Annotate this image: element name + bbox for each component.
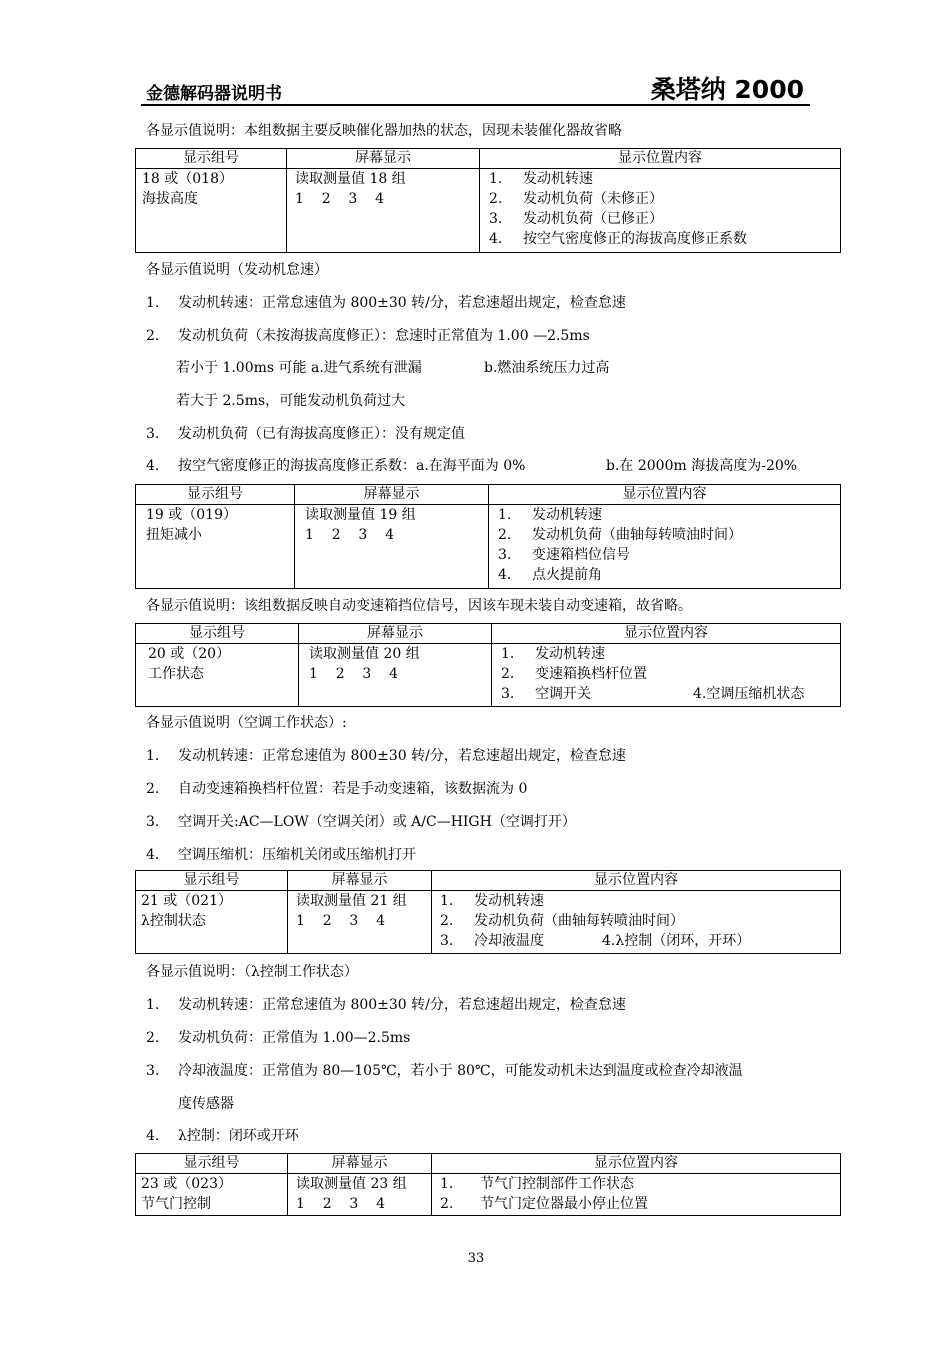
col-group-header: 显示组号 xyxy=(136,149,287,169)
table-group-23 xyxy=(135,1153,841,1216)
content-cell xyxy=(492,644,841,707)
group-cell xyxy=(136,505,295,589)
list-item: 1. 发动机转速 xyxy=(501,646,605,662)
screen-cell xyxy=(288,891,432,954)
explanation-line: 2. 发动机负荷：正常值为 1.00—2.5ms xyxy=(146,1030,411,1046)
group-cell xyxy=(136,644,299,707)
screen-fields: 1 2 3 4 xyxy=(309,666,399,682)
screen-text: 读取测量值 23 组 xyxy=(296,1176,407,1192)
explanation-line: 4. 按空气密度修正的海拔高度修正系数：a.在海平面为 0% xyxy=(146,458,526,474)
list-item: 3. 冷却液温度 4.λ控制（闭环，开环） xyxy=(440,933,751,949)
table-header-row xyxy=(136,485,841,505)
list-item: 4. 按空气密度修正的海拔高度修正系数 xyxy=(489,231,747,247)
explanation-line: 3. 冷却液温度：正常值为 80—105℃，若小于 80℃，可能发动机未达到温度或检查冷却液温 xyxy=(146,1063,743,1079)
screen-cell xyxy=(288,1174,432,1216)
list-item: 3. 发动机负荷（已修正） xyxy=(489,211,663,227)
table-row xyxy=(136,169,841,253)
group-name: 海拔高度 xyxy=(142,191,198,207)
content-cell xyxy=(432,891,841,954)
explanation-line: 3. 空调开关:AC—LOW（空调关闭）或 A/C—HIGH（空调打开） xyxy=(146,814,576,830)
table-header-row xyxy=(136,149,841,169)
list-item: 4. 点火提前角 xyxy=(498,567,602,583)
table-row xyxy=(136,891,841,954)
table-group-18 xyxy=(135,148,841,253)
section-title: 各显示值说明（发动机怠速） xyxy=(146,262,328,278)
explanation-line: 若大于 2.5ms，可能发动机负荷过大 xyxy=(176,393,406,409)
col-screen-header: 屏幕显示 xyxy=(299,624,492,644)
list-item: 2. 发动机负荷（未修正） xyxy=(489,191,663,207)
manual-title: 金德解码器说明书 xyxy=(146,84,282,104)
group-cell xyxy=(136,169,287,253)
col-content-header: 显示位置内容 xyxy=(489,485,841,505)
table-row xyxy=(136,505,841,589)
screen-text: 读取测量值 20 组 xyxy=(309,646,420,662)
screen-cell xyxy=(295,505,489,589)
col-content-header: 显示位置内容 xyxy=(432,1154,841,1174)
group-name: 扭矩减小 xyxy=(146,527,202,543)
explanation-line: 2. 自动变速箱换档杆位置：若是手动变速箱，该数据流为 0 xyxy=(146,781,528,797)
screen-fields: 1 2 3 4 xyxy=(296,1196,386,1212)
screen-fields: 1 2 3 4 xyxy=(295,191,385,207)
content-cell xyxy=(480,169,841,253)
vehicle-model: 桑塔纳 2000 xyxy=(650,75,804,104)
list-item: 1. 节气门控制部件工作状态 xyxy=(440,1176,634,1192)
content-cell xyxy=(489,505,841,589)
note-catalyst: 各显示值说明：本组数据主要反映催化器加热的状态，因现未装催化器故省略 xyxy=(146,123,622,139)
group-number: 20 或（20） xyxy=(148,646,231,662)
group-number: 23 或（023） xyxy=(141,1176,232,1192)
table-row xyxy=(136,644,841,707)
explanation-line: 3. 发动机负荷（已有海拔高度修正）：没有规定值 xyxy=(146,426,465,442)
section-title: 各显示值说明（空调工作状态）: xyxy=(146,715,347,731)
col-group-header: 显示组号 xyxy=(136,871,288,891)
explanation-line: 度传感器 xyxy=(178,1096,234,1112)
screen-fields: 1 2 3 4 xyxy=(296,913,386,929)
list-item: 1. 发动机转速 xyxy=(489,171,593,187)
screen-text: 读取测量值 21 组 xyxy=(296,893,407,909)
screen-fields: 1 2 3 4 xyxy=(305,527,395,543)
explanation-line: 4. λ控制：闭环或开环 xyxy=(146,1128,299,1144)
content-cell xyxy=(432,1174,841,1216)
explanation-line: b.燃油系统压力过高 xyxy=(484,360,610,376)
screen-cell xyxy=(299,644,492,707)
col-content-header: 显示位置内容 xyxy=(432,871,841,891)
table-group-19 xyxy=(135,484,841,589)
section-title: 各显示值说明：（λ控制工作状态） xyxy=(146,964,358,980)
col-screen-header: 屏幕显示 xyxy=(288,871,432,891)
explanation-line: 若小于 1.00ms 可能 a.进气系统有泄漏 xyxy=(176,360,422,376)
list-item: 1. 发动机转速 xyxy=(440,893,544,909)
table-header-row xyxy=(136,1154,841,1174)
col-group-header: 显示组号 xyxy=(136,485,295,505)
table-header-row xyxy=(136,624,841,644)
col-screen-header: 屏幕显示 xyxy=(295,485,489,505)
explanation-line: 1. 发动机转速：正常怠速值为 800±30 转/分，若怠速超出规定，检查怠速 xyxy=(146,997,626,1013)
col-group-header: 显示组号 xyxy=(136,1154,288,1174)
explanation-line: 1. 发动机转速：正常怠速值为 800±30 转/分，若怠速超出规定，检查怠速 xyxy=(146,748,626,764)
page-number: 33 xyxy=(467,1251,485,1266)
explanation-line: 1. 发动机转速：正常怠速值为 800±30 转/分，若怠速超出规定，检查怠速 xyxy=(146,295,626,311)
group-name: λ控制状态 xyxy=(141,913,206,929)
group-name: 节气门控制 xyxy=(141,1196,211,1212)
group-number: 19 或（019） xyxy=(146,507,237,523)
explanation-line: 4. 空调压缩机：压缩机关闭或压缩机打开 xyxy=(146,847,416,863)
table-group-20 xyxy=(135,623,841,707)
screen-text: 读取测量值 19 组 xyxy=(305,507,416,523)
list-item: 2. 节气门定位器最小停止位置 xyxy=(440,1196,648,1212)
group-number: 21 或（021） xyxy=(141,893,232,909)
col-screen-header: 屏幕显示 xyxy=(288,1154,432,1174)
list-item: 3. 空调开关 4.空调压缩机状态 xyxy=(501,686,805,702)
group-number: 18 或（018） xyxy=(142,171,233,187)
list-item: 1. 发动机转速 xyxy=(498,507,602,523)
list-item: 2. 变速箱换档杆位置 xyxy=(501,666,647,682)
group-name: 工作状态 xyxy=(148,666,204,682)
list-item: 2. 发动机负荷（曲轴每转喷油时间） xyxy=(498,527,742,543)
header-rule xyxy=(141,104,810,106)
list-item: 3. 变速箱档位信号 xyxy=(498,547,630,563)
group-cell xyxy=(136,1174,288,1216)
screen-cell xyxy=(287,169,480,253)
list-item: 2. 发动机负荷（曲轴每转喷油时间） xyxy=(440,913,684,929)
col-content-header: 显示位置内容 xyxy=(480,149,841,169)
table-header-row xyxy=(136,871,841,891)
explanation-line: 2. 发动机负荷（未按海拔高度修正）：怠速时正常值为 1.00 —2.5ms xyxy=(146,328,590,344)
col-content-header: 显示位置内容 xyxy=(492,624,841,644)
table-group-21 xyxy=(135,870,841,954)
section-title: 各显示值说明：该组数据反映自动变速箱挡位信号，因该车现未装自动变速箱，故省略。 xyxy=(146,598,692,614)
screen-text: 读取测量值 18 组 xyxy=(295,171,406,187)
group-cell xyxy=(136,891,288,954)
table-row xyxy=(136,1174,841,1216)
explanation-line: b.在 2000m 海拔高度为-20% xyxy=(606,458,798,474)
col-group-header: 显示组号 xyxy=(136,624,299,644)
col-screen-header: 屏幕显示 xyxy=(287,149,480,169)
